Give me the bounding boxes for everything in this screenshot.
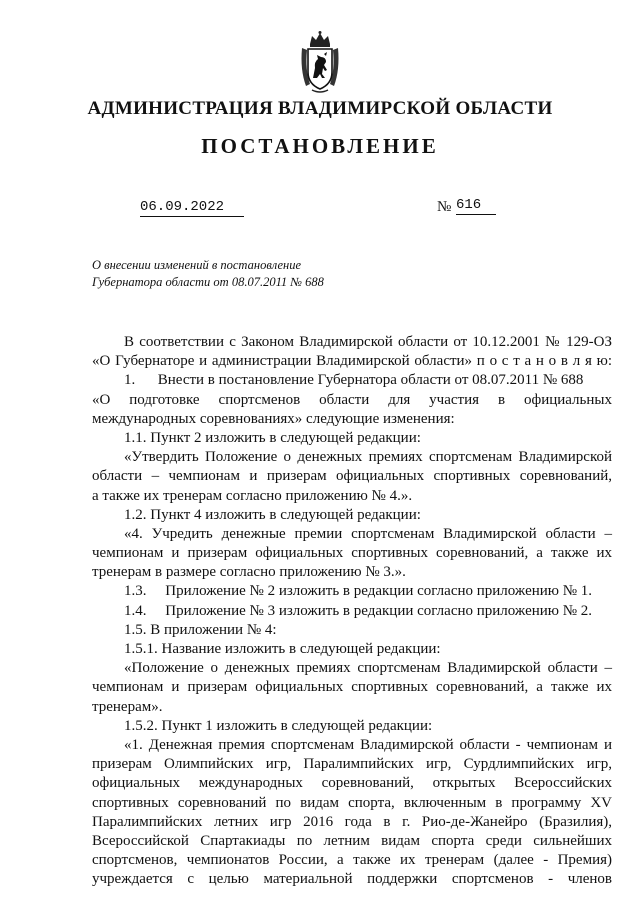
- document-date: 06.09.2022: [140, 199, 244, 217]
- body-line: официальных международных соревнований, открытых Всероссийских: [92, 775, 612, 792]
- body-line: 1. Внести в постановление Губернатора области от 08.07.2011 № 688: [124, 372, 584, 389]
- document-subject: [92, 257, 422, 291]
- body-line: 1.3. Приложение № 2 изложить в редакции согласно приложению № 1.: [124, 583, 593, 600]
- subject-line: О внесении изменений в постановление: [92, 258, 302, 272]
- body-line: 1.4. Приложение № 3 изложить в редакции согласно приложению № 2.: [124, 602, 593, 619]
- body-line: чемпионам и призерам официальных спортивных соревнований, а также их: [92, 545, 612, 562]
- body-line: учреждается с целью материальной поддержки спортсменов - членов: [92, 871, 612, 888]
- body-line: тренерам».: [92, 698, 163, 715]
- subject-line: Губернатора области от 08.07.2011 № 688: [92, 275, 324, 289]
- body-line: 1.2. Пункт 4 изложить в следующей редакции:: [124, 506, 421, 523]
- body-line: «1. Денежная премия спортсменам Владимирской области - чемпионам и: [124, 736, 612, 753]
- body-line: 1.5. В приложении № 4:: [124, 621, 277, 638]
- body-line: Всероссийской Спартакиады по летним видам спорта среди сильнейших: [92, 832, 612, 849]
- body-line: 1.5.1. Название изложить в следующей редакции:: [124, 641, 441, 657]
- body-line: спортивных соревнований по видам спорта, включенным в программу XV: [92, 794, 612, 811]
- organization-name: АДМИНИСТРАЦИЯ ВЛАДИМИРСКОЙ ОБЛАСТИ: [87, 98, 553, 119]
- body-line: призерам Олимпийских игр, Паралимпийских игр, Сурдлимпийских игр,: [92, 756, 612, 773]
- body-line: Паралимпийских летних игр 2016 года в г. Рио-де-Жанейро (Бразилия),: [92, 813, 612, 830]
- body-line: 1.1. Пункт 2 изложить в следующей редакции:: [124, 429, 421, 446]
- document-type-title: ПОСТАНОВЛЕНИЕ: [201, 134, 439, 158]
- body-line: «О Губернаторе и администрации Владимирской области» п о с т а н о в л я ю:: [92, 353, 612, 370]
- body-line: спортсменов, чемпионатов России, а также их тренерам (далее - Премия): [92, 852, 612, 869]
- body-line: «Утвердить Положение о денежных премиях спортсменам Владимирской: [124, 449, 612, 466]
- number-label: №: [437, 199, 452, 215]
- body-line: области – чемпионам и призерам официальных спортивных соревнований,: [92, 468, 612, 485]
- body-line: международных соревнованиях» следующие изменения:: [92, 410, 455, 427]
- body-line: «О подготовке спортсменов области для участия в официальных: [92, 391, 612, 408]
- coat-of-arms-emblem: [296, 30, 344, 94]
- body-line: «Положение о денежных премиях спортсменам Владимирской области –: [124, 660, 612, 677]
- document-body: [92, 333, 612, 889]
- document-number: 616: [456, 197, 496, 215]
- body-line: В соответствии с Законом Владимирской области от 10.12.2001 № 129-ОЗ: [124, 334, 612, 350]
- body-line: чемпионам и призерам официальных спортивных соревнований, а также их: [92, 679, 612, 696]
- body-line: тренерам в размере согласно приложению № 3.».: [92, 564, 406, 581]
- body-line: а также их тренерам согласно приложению № 4.».: [92, 487, 413, 504]
- body-line: «4. Учредить денежные премии спортсменам Владимирской области –: [124, 525, 612, 542]
- body-line: 1.5.2. Пункт 1 изложить в следующей редакции:: [124, 717, 433, 734]
